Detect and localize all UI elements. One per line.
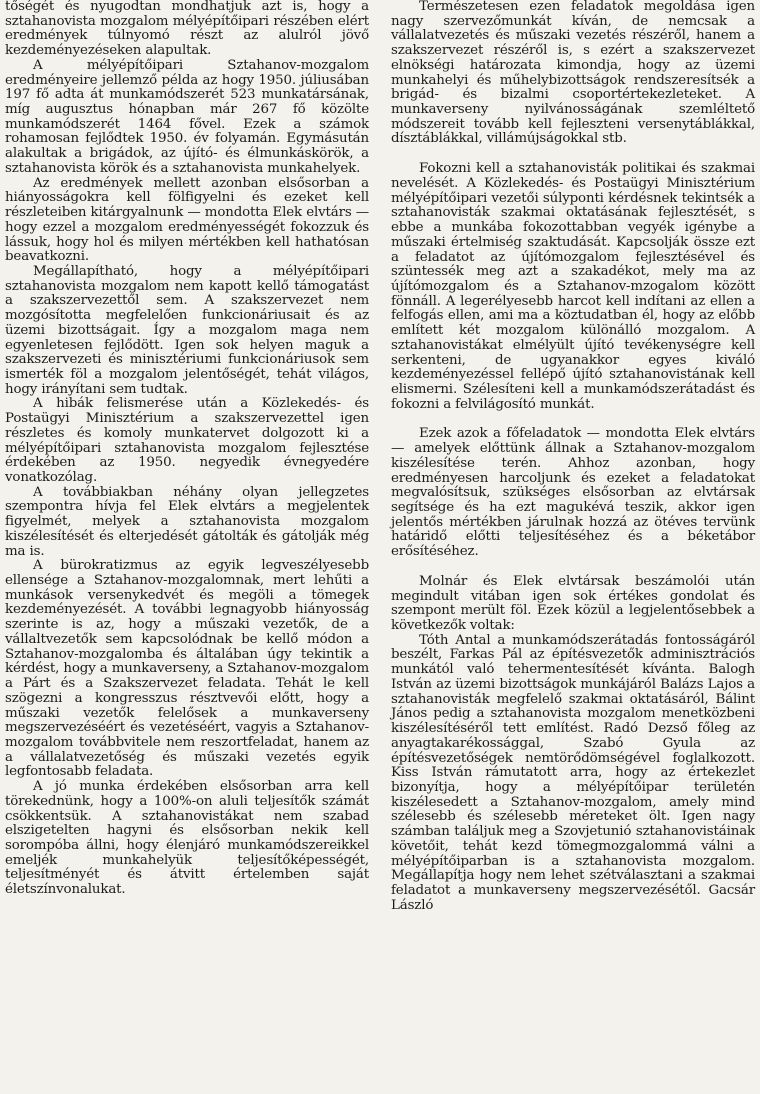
paragraph: tőségét és nyugodtan mondhatjuk azt is, hogy a sztahanovista mozgalom mélyépítőipari részében elért eredmények túlnyomó részt az alulról jövő kezdeményezéseken alapultak. xyxy=(5,0,369,59)
paragraph: Az eredmények mellett azonban elsősorban a hiányosságokra kell fölfigyelni és ezeket kell részleteiben kitárgyalnunk — mondotta Elek elvtárs — hogy ezzel a mozgalom eredményességét fokozzuk és lássuk, hogy hol és milyen mértékben kell hathatósan beavatkozni. xyxy=(5,175,369,265)
left-column xyxy=(5,0,369,898)
paragraph: Megállapítható, hogy a mélyépítőipari sztahanovista mozgalom nem kapott kellő támogatást a szakszervezettől sem. A szakszervezet nem mozgósította megfelelően funkcionáriusait és az üzemi bizottságait. Így a mozgalom maga nem egyenletesen fejlődött. Igen sok helyen maguk a szakszervezeti és minisztériumi funkcionáriusok sem ismerték föl a mozgalom jelentőségét, tehát világos, hogy irányítani sem tudtak. xyxy=(5,263,369,397)
paragraph: A jó munka érdekében elsősorban arra kell törekednünk, hogy a 100%-on aluli teljesítők számát csökkentsük. A sztahanovistákat nem szabad elszigetelten hagyni és elsősorban nekik kell sorompóba állni, hogy élenjáró munkamódszereikkel emeljék munkahelyük teljesítőképességét, teljesítményét és átvitt értelemben saját életszínvonalukat. xyxy=(5,779,369,898)
paragraph: A továbbiakban néhány olyan jellegzetes szempontra hívja fel Elek elvtárs a megjelentek figyelmét, melyek a sztahanovista mozgalom kiszélesítését és elterjedését gátolták és gátolják még ma is. xyxy=(5,484,369,559)
paragraph: Természetesen ezen feladatok megoldása igen nagy szervezőmunkát kíván, de nemcsak a vállalatvezetés és műszaki vezetés részéről, hanem a szakszervezet részéről is, s ezért a szakszervezet elnökségi határozata kimondja, hogy az üzemi munkahelyi és műhelybizottságok rendszeresítsék a brigád- és bizalmi csoportértekezleteket. A munkaverseny nyilvánosságának szemléltető módszereit tovább kell fejleszteni versenytáblákkal, dísztáblákkal, villámújságokkal stb. xyxy=(391,0,755,147)
paragraph: Tóth Antal a munkamódszerátadás fontosságáról beszélt, Farkas Pál az építésvezetők adminisztrációs munkától való tehermentesítését kívánta. Balogh István az üzemi bizottságok munkájáról Balázs Lajos a sztahanovisták megfelelő szakmai oktatásáról, Bálint János pedig a sztahanovista mozgalom menetközbeni kiszélesítéséről tett említést. Radó Dezső főleg az anyagtakarékossággal, Szabó Gyula az építésvezetőségek nemtörődömségével foglalkozott. Kiss István rámutatott arra, hogy az értekezlet bizonyítja, hogy a mélyépítőipar területén kiszélesedett a Sztahanov-mozgalom, amely mind szélesebb és szélesebb méreteket ölt. Igen nagy számban találjuk meg a Szovjetunió sztahanovistáinak követőit, tehát kezd tömegmozgalommá válni a mélyépítőiparban is a sztahanovista mozgalom. Megállapítja hogy nem lehet szétválasztani a szakmai feladatot a munkaverseny megszervezésétől. Gacsár László xyxy=(391,632,755,913)
paragraph: A bürokratizmus az egyik legveszélyesebb ellensége a Sztahanov-mozgalomnak, mert lehűti a munkások versenykedvét és megöli a tömegek kezdeményezését. A további legnagyobb hiányosság szerinte is az, hogy a műszaki vezetők, de a vállaltvezetők sem kapcsolódnak be kellő módon a Sztahanov-mozgalomba és általában úgy tekintik a kérdést, hogy a munkaverseny, a Sztahanov-mozgalom a Párt és a Szakszervezet feladata. Tehát le kell szögezni a kongresszus résztvevői előtt, hogy a műszaki vezetők felelősek a munkaverseny megszervezéséért és vezetéséért, vagyis a Sztahanov-mozgalom továbbvitele nem reszortfeladat, hanem az a vállalatvezetőség és műszaki vezetés egyik legfontosabb feladata. xyxy=(5,558,369,780)
paragraph: A hibák felismerése után a Közlekedés- és Postaügyi Minisztérium a szakszervezettel igen részletes és komoly munkatervet dolgozott ki a mélyépítőipari sztahanovista mozgalom fejlesztése érdekében az 1950. negyedik évnegyedére vonatkozólag. xyxy=(5,396,369,485)
paragraph: Molnár és Elek elvtársak beszámolói után megindult vitában igen sok értékes gondolat és szempont merült föl. Ezek közül a legjelentősebbek a következők voltak: xyxy=(391,573,755,634)
right-column xyxy=(391,0,755,913)
paragraph: Fokozni kell a sztahanovisták politikai és szakmai nevelését. A Közlekedés- és Postaügyi Minisztérium mélyépítőipari vezetői súlyponti kérdésnek tekintsék a sztahanovisták szakmai oktatásának fejlesztését, s ebbe a munkába fokozottabban vegyék igénybe a műszaki értelmiség szaktudását. Kapcsolják össze ezt a feladatot az újítómozgalom fejlesztésével és szüntessék meg azt a szakadékot, mely ma az újítómozgalom és a Sztahanov-mzogalom között fönnáll. A legerélyesebb harcot kell indítani az ellen a felfogás ellen, ami ma a köztudatban él, hogy az előbb említett két mozgalom különálló mozgalom. A sztahanovistákat elmélyült újító tevékenységre kell serkenteni, de ugyanakkor egyes kiváló kezdeményezéssel fellépő újító sztahanovistának kell elismerni. Szélesíteni kell a munkamódszerátadást és fokozni a felvilágosító munkát. xyxy=(391,161,755,412)
paragraph: A mélyépítőipari Sztahanov-mozgalom eredményeire jellemző példa az hogy 1950. júliusában 197 fő adta át munkamódszerét 523 munkatársának, míg augusztus hónapban már 267 fő közölte munkamódszerét 1464 fővel. Ezek a számok rohamosan fejlődtek 1950. év folyamán. Egymásután alakultak a brigádok, az újító- és élmunkáskörök, a sztahanovista körök és a sztahanovista munkahelyek. xyxy=(5,57,369,176)
paragraph: Ezek azok a főfeladatok — mondotta Elek elvtárs — amelyek előttünk állnak a Sztahanov-mozgalom kiszélesítése terén. Ahhoz azonban, hogy eredményesen harcoljunk és ezeket a feladatokat megvalósítsuk, szükséges elsősorban az elvtársak segítsége és ha ezt magukévá teszik, akkor igen jelentős mértékben járulnak hozzá az ötéves tervünk határidő előtti teljesítéséhez és a béketábor erősítéséhez. xyxy=(391,426,755,560)
